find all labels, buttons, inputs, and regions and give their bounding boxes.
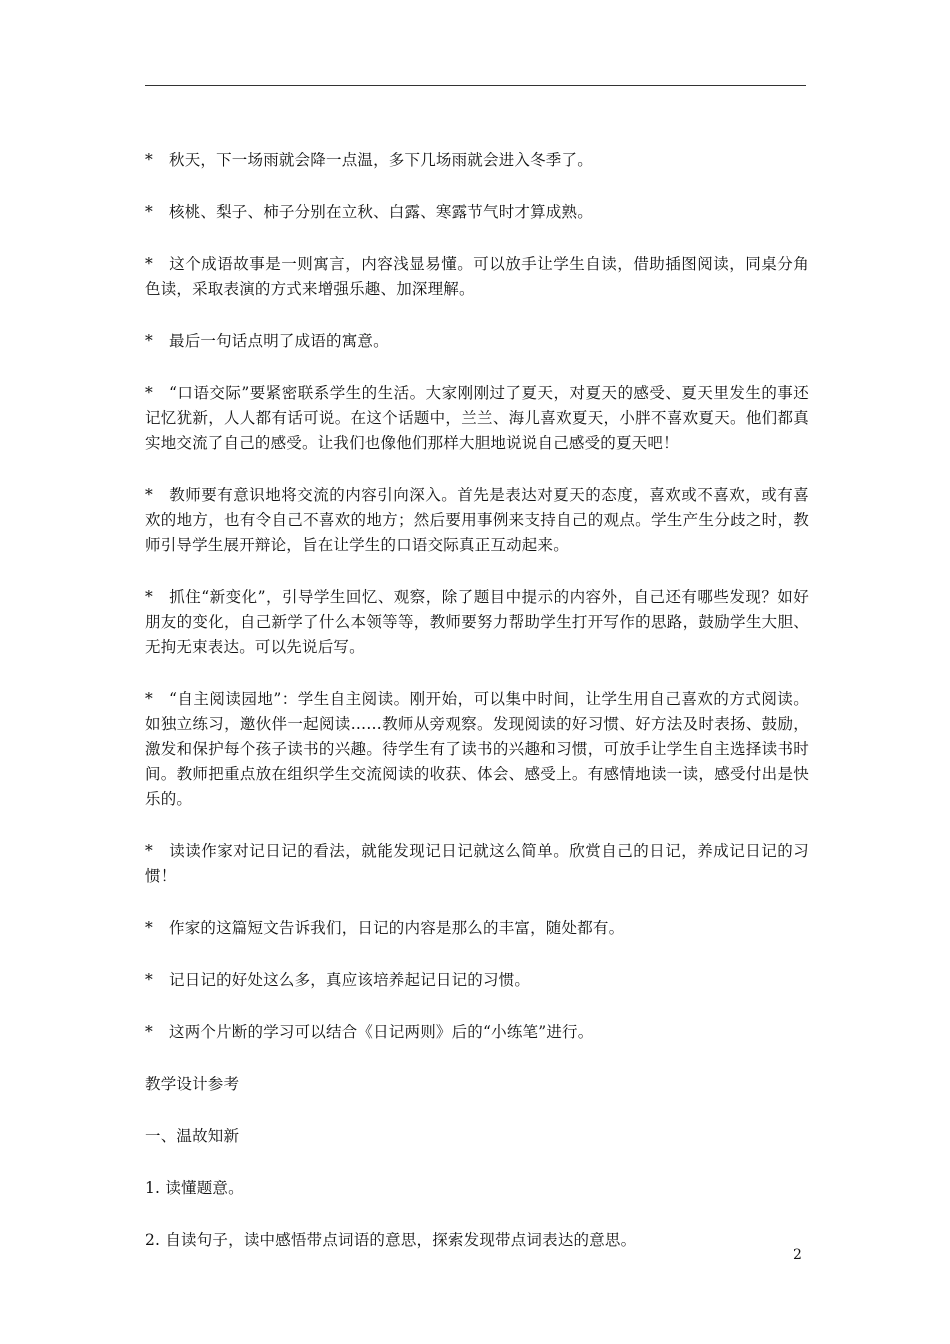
- bullet-paragraph: [145, 839, 809, 889]
- bullet-text: “自主阅读园地”：学生自主阅读。刚开始，可以集中时间，让学生用自己喜欢的方式阅读。如独立练习，邀伙伴一起阅读……教师从旁观察。发现阅读的好习惯、好方法及时表扬、鼓励，激发和保护每个孩子读书的兴趣。待学生有了读书的兴趣和习惯，可放手让学生自主选择读书时间。教师把重点放在组织学生交流阅读的收获、体会、感受上。有感情地读一读，感受付出是快乐的。: [145, 690, 809, 808]
- bullet-paragraph: [145, 252, 809, 302]
- bullet-star: *: [145, 384, 153, 402]
- bullet-star: *: [145, 255, 153, 273]
- bullet-star: *: [145, 588, 153, 606]
- bullet-star: *: [145, 1023, 153, 1041]
- bullet-paragraph: [145, 381, 809, 456]
- bullet-paragraph: [145, 968, 809, 993]
- bullet-text: 这个成语故事是一则寓言，内容浅显易懂。可以放手让学生自读，借助插图阅读，同桌分角色读，采取表演的方式来增强乐趣、加深理解。: [145, 255, 809, 298]
- bullet-text: 教师要有意识地将交流的内容引向深入。首先是表达对夏天的态度，喜欢或不喜欢，或有喜欢的地方，也有令自己不喜欢的地方；然后要用事例来支持自己的观点。学生产生分歧之时，教师引导学生展开辩论，旨在让学生的口语交际真正互动起来。: [145, 486, 809, 554]
- step-item: 2. 自读句子，读中感悟带点词语的意思，探索发现带点词表达的意思。: [145, 1231, 637, 1249]
- bullet-text: “口语交际”要紧密联系学生的生活。大家刚刚过了夏天，对夏天的感受、夏天里发生的事还记忆犹新，人人都有话可说。在这个话题中，兰兰、海儿喜欢夏天，小胖不喜欢夏天。他们都真实地交流了自己的感受。让我们也像他们那样大胆地说说自己感受的夏天吧！: [145, 384, 809, 452]
- step-item: 1. 读懂题意。: [145, 1179, 244, 1197]
- header-rule: [145, 85, 806, 86]
- bullet-paragraph: [145, 483, 809, 558]
- bullet-paragraph: [145, 585, 809, 660]
- bullet-text: 读读作家对记日记的看法，就能发现记日记就这么简单。欣赏自己的日记，养成记日记的习惯！: [145, 842, 809, 885]
- bullet-star: *: [145, 332, 153, 350]
- subsection-title: 一、温故知新: [145, 1127, 240, 1145]
- bullet-text: 抓住“新变化”，引导学生回忆、观察，除了题目中提示的内容外，自己还有哪些发现？如好朋友的变化，自己新学了什么本领等等，教师要努力帮助学生打开写作的思路，鼓励学生大胆、无拘无束表达。可以先说后写。: [145, 588, 809, 656]
- bullet-star: *: [145, 690, 153, 708]
- bullet-star: *: [145, 486, 153, 504]
- bullet-paragraph: [145, 329, 809, 354]
- section-title: 教学设计参考: [145, 1075, 240, 1093]
- bullet-paragraph: [145, 1020, 809, 1045]
- bullet-paragraph: [145, 200, 809, 225]
- bullet-paragraph: [145, 687, 809, 812]
- bullet-star: *: [145, 919, 153, 937]
- bullet-text: 这两个片断的学习可以结合《日记两则》后的“小练笔”进行。: [169, 1023, 594, 1041]
- bullet-star: *: [145, 151, 153, 169]
- document-body: [145, 148, 809, 1280]
- bullet-star: *: [145, 842, 153, 860]
- bullet-star: *: [145, 971, 153, 989]
- page-number: 2: [793, 1247, 802, 1263]
- bullet-text: 记日记的好处这么多，真应该培养起记日记的习惯。: [169, 971, 531, 989]
- bullet-text: 核桃、梨子、柿子分别在立秋、白露、寒露节气时才算成熟。: [169, 203, 593, 221]
- bullet-paragraph: [145, 148, 809, 173]
- bullet-paragraph: [145, 916, 809, 941]
- bullet-text: 秋天，下一场雨就会降一点温，多下几场雨就会进入冬季了。: [169, 151, 593, 169]
- bullet-text: 最后一句话点明了成语的寓意。: [169, 332, 389, 350]
- bullet-text: 作家的这篇短文告诉我们，日记的内容是那么的丰富，随处都有。: [169, 919, 625, 937]
- bullet-star: *: [145, 203, 153, 221]
